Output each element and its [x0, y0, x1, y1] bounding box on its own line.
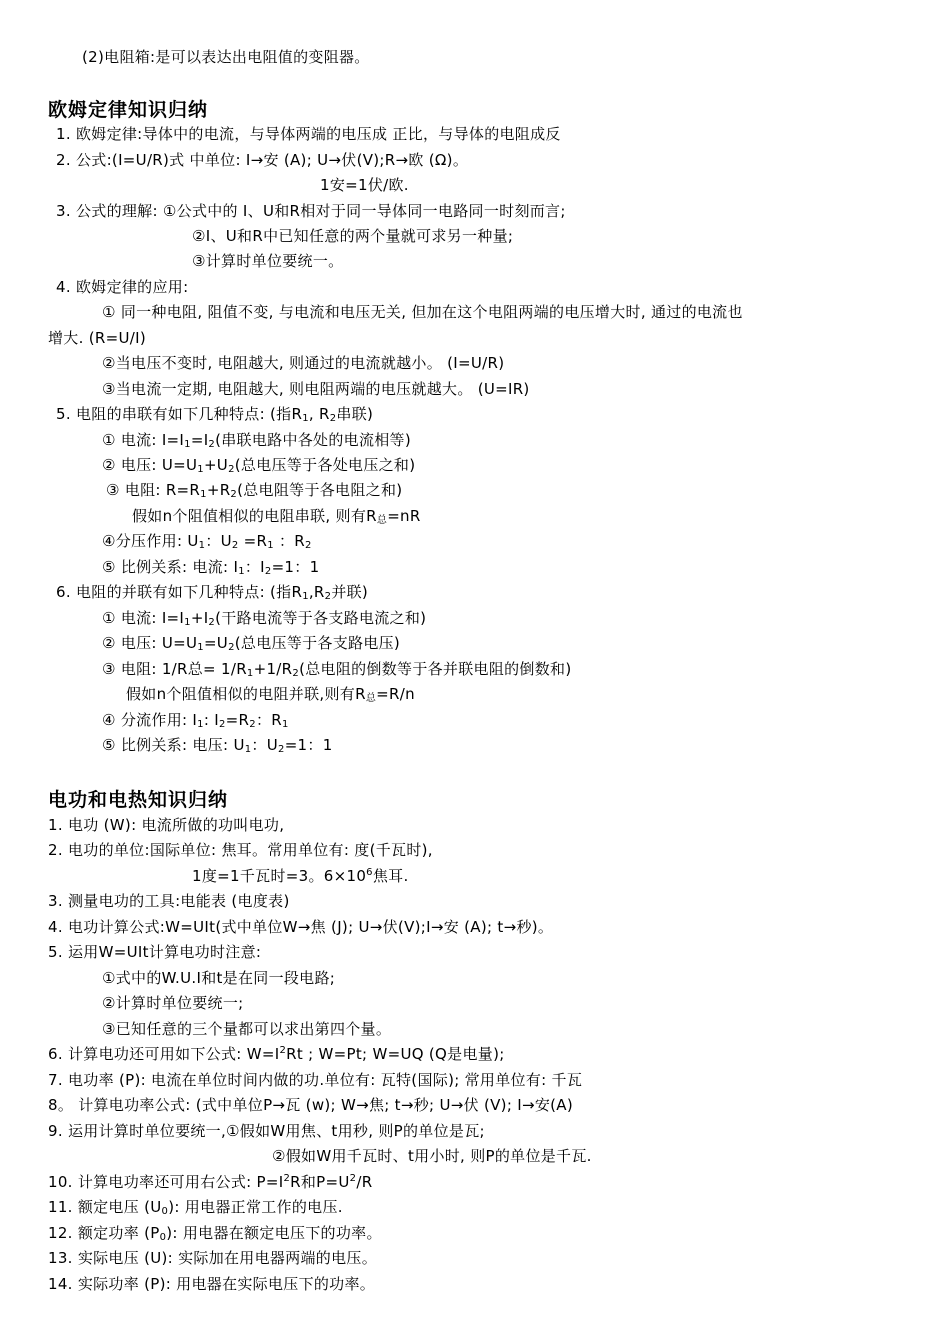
- ohm-item-4-b: ②当电压不变时, 电阻越大, 则通过的电流就越小。 (I=U/R): [102, 354, 505, 372]
- work-item-5-c: ③已知任意的三个量都可以求出第四个量。: [102, 1020, 392, 1038]
- series-heading: 5. 电阻的串联有如下几种特点: (指$R_1$, $R_2$串联): [56, 405, 374, 424]
- resistance-box-line: (2)电阻箱:是可以表达出电阻值的变阻器。: [82, 48, 370, 66]
- ohm-item-3: 3. 公式的理解: ①公式中的 I、U和R相对于同一导体同一电路同一时刻而言;: [56, 202, 566, 220]
- series-voltage: ② 电压: $U=U_1+U_2$(总电压等于各处电压之和): [102, 456, 416, 475]
- ohm-item-2: 2. 公式:(I=U/R)式 中单位: I→安 (A); U→伏(V);R→欧 (Ω)。: [56, 151, 469, 169]
- work-item-5: 5. 运用W=UIt计算电功时注意:: [48, 943, 262, 961]
- ohm-item-4-a: ① 同一种电阻, 阻值不变, 与电流和电压无关, 但加在这个电阻两端的电压增大时, 通过的电流也: [102, 303, 743, 321]
- power-item-10: 10. 计算电功率还可用右公式: $P=I^2R$和$P=U^2/R$: [48, 1173, 373, 1191]
- power-item-9-b: ②假如W用千瓦时、t用小时, 则P的单位是千瓦.: [272, 1147, 592, 1165]
- work-item-2: 2. 电功的单位:国际单位: 焦耳。常用单位有: 度(千瓦时),: [48, 841, 433, 859]
- series-current: ① 电流: $I=I_1=I_2$(串联电路中各处的电流相等): [102, 431, 411, 450]
- work-item-6: 6. 计算电功还可用如下公式: $W=I^2Rt$ ; W=Pt; W=UQ (Q是电量);: [48, 1045, 505, 1063]
- work-item-1: 1. 电功 (W): 电流所做的功叫电功,: [48, 816, 285, 834]
- power-item-9: 9. 运用计算时单位要统一,①假如W用焦、t用秒, 则P的单位是瓦;: [48, 1122, 485, 1140]
- ohm-item-3-c: ③计算时单位要统一。: [192, 252, 344, 270]
- power-item-13: 13. 实际电压 (U): 实际加在用电器两端的电压。: [48, 1249, 377, 1267]
- ohm-law-heading: 欧姆定律知识归纳: [48, 99, 209, 121]
- electric-work-heading: 电功和电热知识归纳: [48, 789, 229, 811]
- power-item-12: 12. 额定功率 $(P_0)$: 用电器在额定电压下的功率。: [48, 1224, 382, 1243]
- parallel-current-divide: ④ 分流作用: $I_1$: $I_2=R_2$：$R_1$: [102, 711, 289, 730]
- work-unit-conversion: 1度=1千瓦时=3。$6\times 10^6$焦耳.: [192, 867, 409, 885]
- parallel-resistance: ③ 电阻: 1/R总= $1/R_1+1/R_2$(总电阻的倒数等于各并联电阻的倒数和): [102, 660, 572, 679]
- power-item-11: 11. 额定电压 $(U_0)$: 用电器正常工作的电压.: [48, 1198, 343, 1217]
- ohm-item-1: 1. 欧姆定律:导体中的电流，与导体两端的电压成 正比，与导体的电阻成反: [56, 125, 561, 143]
- series-voltage-divide: ④分压作用: $U_1$：$U_2 =R_1$ ：$R_2$: [102, 532, 312, 551]
- power-item-7: 7. 电功率 (P): 电流在单位时间内做的功.单位有: 瓦特(国际); 常用单位有: 千瓦: [48, 1071, 583, 1089]
- ohm-item-4-a-cont: 增大. (R=U/I): [48, 329, 146, 347]
- parallel-current: ① 电流: $I=I_1+I_2$(干路电流等于各支路电流之和): [102, 609, 427, 628]
- ohm-item-4: 4. 欧姆定律的应用:: [56, 278, 189, 296]
- parallel-ratio: ⑤ 比例关系: 电压: $U_1$：$U_2=1$：1: [102, 736, 333, 755]
- work-item-5-b: ②计算时单位要统一;: [102, 994, 244, 1012]
- series-resistance: ③ 电阻: $R=R_1+R_2$(总电阻等于各电阻之和): [106, 481, 403, 500]
- work-item-4: 4. 电功计算公式:W=UIt(式中单位W→焦 (J); U→伏(V);I→安 (A); t→秒)。: [48, 918, 554, 936]
- series-ratio: ⑤ 比例关系: 电流: $I_1$：$I_2=1$：1: [102, 558, 320, 577]
- ohm-item-3-b: ②I、U和R中已知任意的两个量就可求另一种量;: [192, 227, 514, 245]
- ohm-unit-conversion: 1安=1伏/欧.: [320, 176, 409, 194]
- series-n-resistors: 假如n个阻值相似的电阻串联, 则有$R_总=nR$: [132, 507, 421, 526]
- parallel-voltage: ② 电压: $U=U_1=U_2$(总电压等于各支路电压): [102, 634, 401, 653]
- parallel-heading: 6. 电阻的并联有如下几种特点: (指$R_1,R_2$并联): [56, 583, 369, 602]
- work-item-5-a: ①式中的W.U.I和t是在同一段电路;: [102, 969, 336, 987]
- parallel-n-resistors: 假如n个阻值相似的电阻并联,则有$R_总=R/n$: [126, 685, 415, 704]
- power-item-14: 14. 实际功率 (P): 用电器在实际电压下的功率。: [48, 1275, 376, 1293]
- power-item-8: 8。 计算电功率公式: (式中单位P→瓦 (w); W→焦; t→秒; U→伏 (V); I→安(A): [48, 1096, 574, 1114]
- ohm-item-4-c: ③当电流一定期, 电阻越大, 则电阻两端的电压就越大。 (U=IR): [102, 380, 530, 398]
- work-item-3: 3. 测量电功的工具:电能表 (电度表): [48, 892, 290, 910]
